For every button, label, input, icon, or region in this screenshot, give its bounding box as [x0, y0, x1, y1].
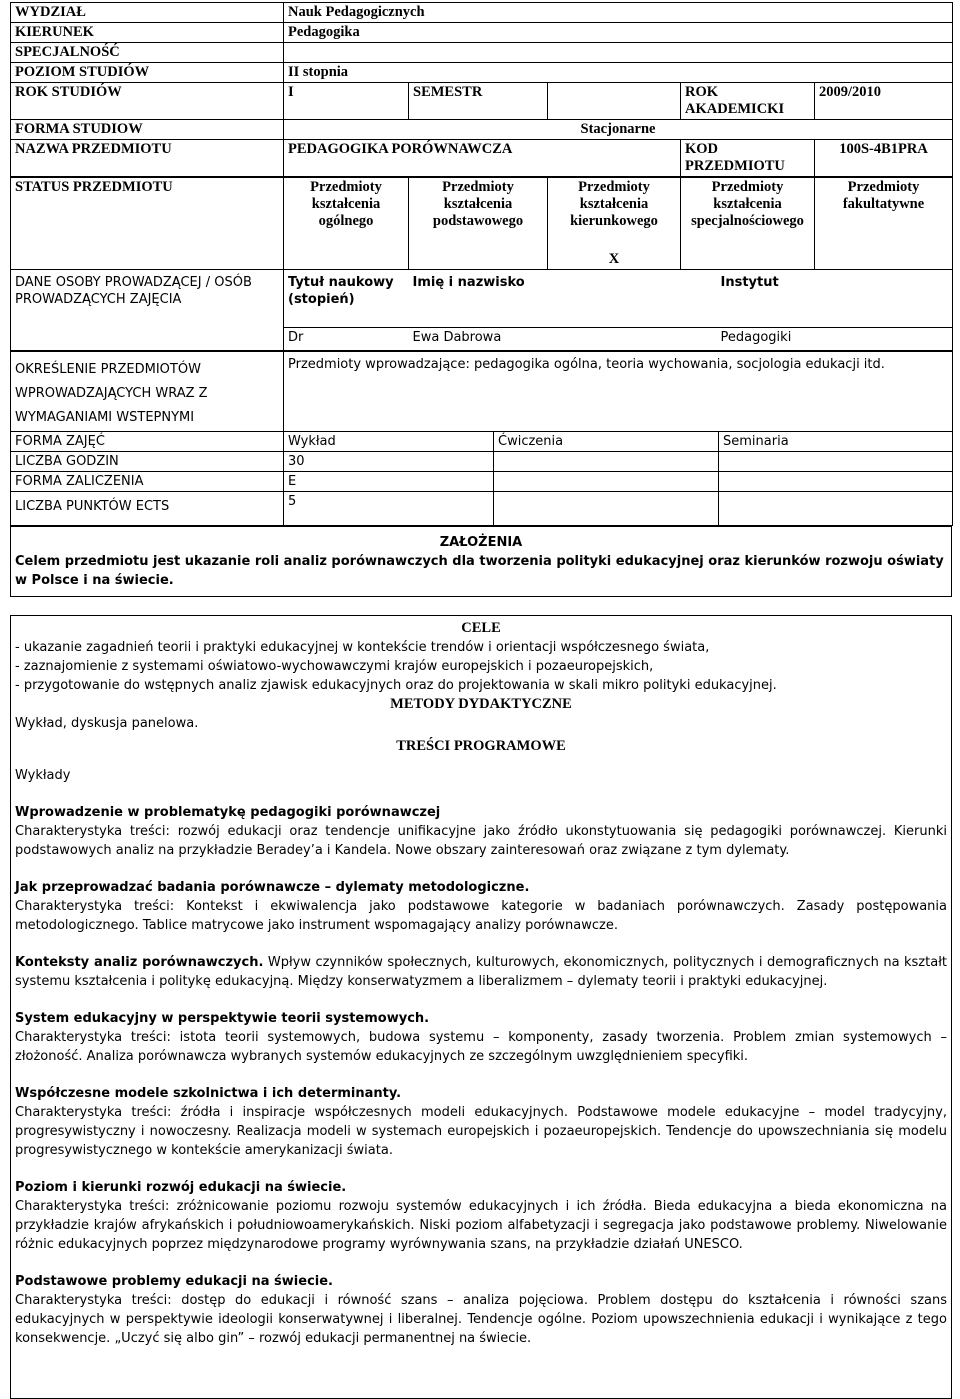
classes-table	[10, 351, 953, 526]
status-col-podstawowe: Przedmioty kształcenia podstawowego	[409, 178, 548, 251]
zal-cw	[494, 472, 719, 492]
row-godzin	[11, 452, 953, 472]
topic-head: Poziom i kierunki rozwój edukacji na świecie.	[15, 1180, 347, 1195]
topic-body: Charakterystyka treści: zróżnicowanie poziomu rozwoju systemów edukacyjnych i ich źródła. Bieda edukacyjna a bieda ekonomiczna na przykładzie krajów afrykańskich i południowoamerykańskich. Niski poziom alfabetyzacji i segregacja jako podstawowe problemy. Niwelowanie różnic edukacyjnych poprzez międzynarodowe programy wyrównywania szans, na przykładzie działań UNESCO.	[15, 1199, 947, 1252]
topic-body: Charakterystyka treści: istota teorii systemowych, budowa systemu – komponenty, zasady tworzenia. Problem zmian systemowych – złożoność. Analiza porównawcza wybranych systemów edukacyjnych ze szczególnym uwzględnieniem specyfiki.	[15, 1030, 947, 1064]
status-col-ogolne: Przedmioty kształcenia ogólnego	[284, 178, 409, 251]
topic-block	[15, 1178, 947, 1254]
row-status	[11, 178, 953, 251]
zalozenia-table	[10, 526, 952, 597]
row-wydzial	[11, 3, 953, 23]
semestr-label: SEMESTR	[409, 83, 548, 120]
status-mark-ogolne	[284, 250, 409, 270]
cele-item: - przygotowanie do wstępnych analiz zjawisk edukacyjnych oraz do projektowania w skali mikro polityki edukacyjnej.	[15, 678, 777, 693]
status-label: STATUS PRZEDMIOTU	[11, 178, 284, 270]
godzin-cw	[494, 452, 719, 472]
topic-block	[15, 953, 947, 991]
ects-label: LICZBA PUNKTÓW ECTS	[11, 492, 284, 526]
zalozenia-text: Celem przedmiotu jest ukazanie roli analiz porównawczych dla tworzenia polityki edukacyjnej oraz kierunków rozwoju oświaty w Polsce i na świecie.	[15, 554, 944, 588]
topic-body: Charakterystyka treści: rozwój edukacji oraz tendencje unifikacyjne jako źródło ukonstytuowania się pedagogiki porównawczej. Kierunki podstawowych analiz na przykładzie Beradey’a i Kandela. Nowe obszary zainteresowań oraz związane z tym dylematy.	[15, 824, 947, 858]
cele-title: CELE	[461, 620, 501, 636]
cele-item: - zaznajomienie z systemami oświatowo-wychowawczymi krajów europejskich i pozaeuropejskich,	[15, 659, 654, 674]
nazwa-label: NAZWA PRZEDMIOTU	[11, 140, 284, 177]
staff-col-inst: Instytut	[681, 270, 953, 328]
ects-value: 5	[284, 492, 494, 526]
metody-text: Wykład, dyskusja panelowa.	[15, 716, 199, 731]
kierunek-value: Pedagogika	[284, 23, 953, 43]
godzin-label: LICZBA GODZIN	[11, 452, 284, 472]
row-specjalnosc	[11, 43, 953, 63]
row-forma	[11, 120, 953, 140]
topic-head: Podstawowe problemy edukacji na świecie.	[15, 1274, 333, 1289]
kierunek-label: KIERUNEK	[11, 23, 284, 43]
forma-seminaria: Seminaria	[719, 432, 953, 452]
zal-label: FORMA ZALICZENIA	[11, 472, 284, 492]
row-forma-zajec	[11, 432, 953, 452]
staff-col-title: Tytuł naukowy (stopień)	[284, 270, 409, 328]
row-kierunek	[11, 23, 953, 43]
prereq-value: Przedmioty wprowadzające: pedagogika ogólna, teoria wychowania, socjologia edukacji itd.	[284, 352, 953, 432]
tresci-title: TREŚCI PROGRAMOWE	[396, 738, 566, 754]
tresci-sub: Wykłady	[15, 768, 71, 783]
specjalnosc-label: SPECJALNOŚĆ	[11, 43, 284, 63]
zalozenia-box	[11, 527, 952, 597]
rok-akad-value: 2009/2010	[815, 83, 953, 120]
topic-block	[15, 1272, 947, 1348]
syllabus-page	[10, 0, 952, 1399]
topic-head: System edukacyjny w perspektywie teorii systemowych.	[15, 1011, 430, 1026]
topic-head: Jak przeprowadzać badania porównawcze – dylematy metodologiczne.	[15, 880, 530, 895]
status-mark-specjalnosciowe	[681, 250, 815, 270]
metody-title: METODY DYDAKTYCZNE	[390, 696, 572, 712]
topic-body: Charakterystyka treści: Kontekst i ekwiwalencja jako podstawowe kategorie w badaniach porównawczych. Zasady postępowania metodologicznego. Tablice matrycowe jako instrument wspomagający analizy porównawcze.	[15, 899, 947, 933]
row-staff-head	[11, 270, 953, 328]
status-staff-table	[10, 177, 953, 351]
staff-name: Ewa Dabrowa	[409, 328, 681, 351]
kod-value: 100S-4B1PRA	[815, 140, 953, 177]
topic-head: Współczesne modele szkolnictwa i ich determinanty.	[15, 1086, 402, 1101]
godzin-sem	[719, 452, 953, 472]
zal-sem	[719, 472, 953, 492]
header-table	[10, 2, 953, 177]
poziom-value: II stopnia	[284, 63, 953, 83]
poziom-label: POZIOM STUDIÓW	[11, 63, 284, 83]
forma-cwiczenia: Ćwiczenia	[494, 432, 719, 452]
row-zaliczenie	[11, 472, 953, 492]
staff-inst: Pedagogiki	[681, 328, 953, 351]
content-table	[10, 615, 952, 1399]
staff-col-name: Imię i nazwisko	[409, 270, 681, 328]
status-col-fakultatywne: Przedmioty fakultatywne	[815, 178, 953, 251]
status-mark-fakultatywne	[815, 250, 953, 270]
topic-body: Charakterystyka treści: źródła i inspiracje współczesnych modeli edukacyjnych. Podstawowe modele edukacyjne – model tradycyjny, progresywistyczny i nowoczesny. Realizacja modeli w systemach europejskich i pozaeuropejskich. Tendencje do upowszechniania się modelu progresywistycznego w kontekście amerykanizacji świata.	[15, 1105, 947, 1158]
zalozenia-title: ZAŁOŻENIA	[439, 535, 523, 550]
content-box	[11, 616, 952, 1399]
nazwa-value: PEDAGOGIKA PORÓWNAWCZA	[284, 140, 681, 177]
topic-block	[15, 1009, 947, 1066]
ects-cw	[494, 492, 719, 526]
topic-head: Konteksty analiz porównawczych.	[15, 955, 264, 970]
rok-akad-label: ROK AKADEMICKI	[681, 83, 815, 120]
rok-value: I	[284, 83, 409, 120]
forma-label: FORMA STUDIOW	[11, 120, 284, 140]
row-prereq	[11, 352, 953, 432]
forma-zajec-label: FORMA ZAJĘĆ	[11, 432, 284, 452]
staff-label: DANE OSOBY PROWADZĄCEJ / OSÓB PROWADZĄCYCH ZAJĘCIA	[11, 270, 284, 351]
topic-block	[15, 803, 947, 860]
wydzial-value: Nauk Pedagogicznych	[284, 3, 953, 23]
row-poziom	[11, 63, 953, 83]
status-col-kierunkowe: Przedmioty kształcenia kierunkowego	[548, 178, 681, 251]
status-col-specjalnosciowe: Przedmioty kształcenia specjalnościowego	[681, 178, 815, 251]
forma-value: Stacjonarne	[284, 120, 953, 140]
zal-value: E	[284, 472, 494, 492]
topic-head: Wprowadzenie w problematykę pedagogiki porównawczej	[15, 805, 441, 820]
topic-body: Wpływ czynników społecznych, kulturowych, ekonomicznych, politycznych i demograficznych na kształt systemu kształcenia i politykę edukacyjną. Między konserwatyzmem a liberalizmem – dylematy teorii i praktyki edukacyjnej.	[15, 955, 947, 989]
row-nazwa	[11, 140, 953, 177]
row-rok	[11, 83, 953, 120]
topic-block	[15, 1084, 947, 1160]
forma-wyklad: Wykład	[284, 432, 494, 452]
kod-label: KOD PRZEDMIOTU	[681, 140, 815, 177]
rok-label: ROK STUDIÓW	[11, 83, 284, 120]
status-mark-kierunkowe: X	[548, 250, 681, 270]
godzin-value: 30	[284, 452, 494, 472]
ects-sem	[719, 492, 953, 526]
wydzial-label: WYDZIAŁ	[11, 3, 284, 23]
specjalnosc-value	[284, 43, 953, 63]
row-ects	[11, 492, 953, 526]
prereq-label: OKREŚLENIE PRZEDMIOTÓW WPROWADZAJĄCYCH WRAZ Z WYMAGANIAMI WSTEPNYMI	[11, 352, 284, 432]
semestr-value	[548, 83, 681, 120]
topic-block	[15, 878, 947, 935]
cele-item: - ukazanie zagadnień teorii i praktyki edukacyjnej w kontekście trendów i orientacji współczesnego świata,	[15, 640, 710, 655]
status-mark-podstawowe	[409, 250, 548, 270]
topic-body: Charakterystyka treści: dostęp do edukacji i równość szans – analiza pojęciowa. Problem dostępu do kształcenia i równości szans edukacyjnych w perspektywie ideologii konserwatywnej i liberalnej. Tendencje ogólne. Poziom upowszechnienia edukacji i wynikające z tego konsekwencje. „Uczyć się albo gin” – rozwój edukacji permanentnej na świecie.	[15, 1293, 947, 1346]
staff-title: Dr	[284, 328, 409, 351]
